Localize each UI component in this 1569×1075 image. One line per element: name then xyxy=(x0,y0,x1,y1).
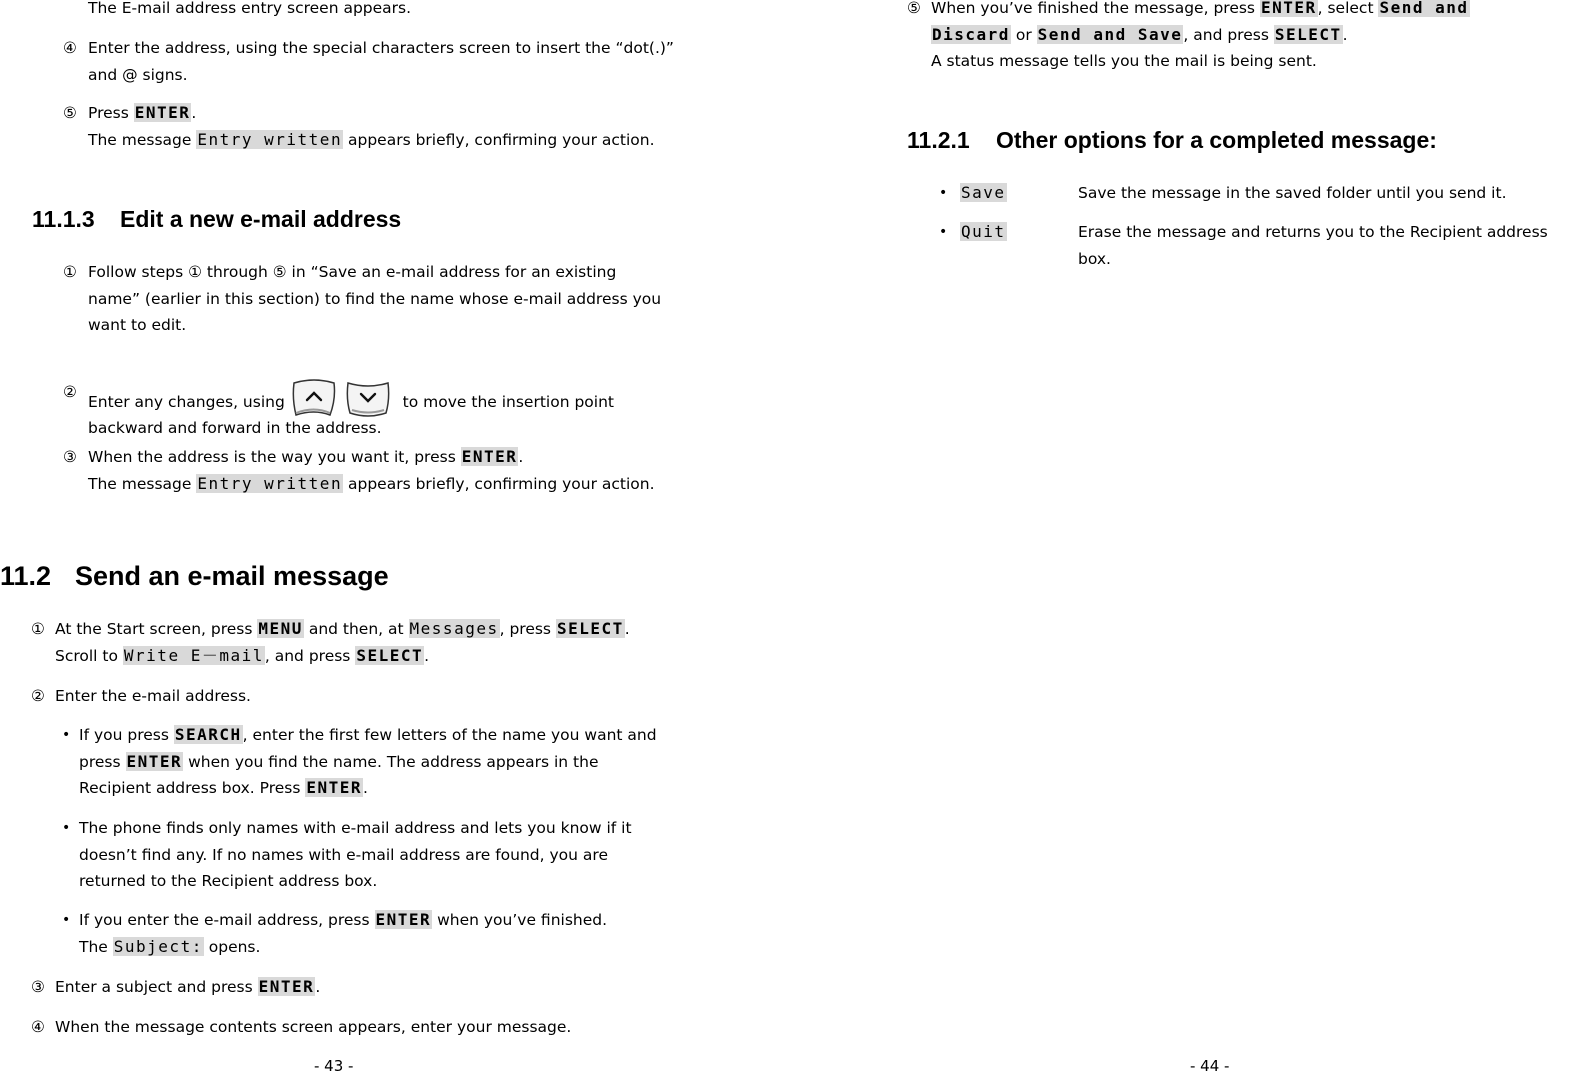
step-marker: ⑤ xyxy=(63,104,77,122)
key-label: SELECT xyxy=(356,645,424,665)
step-marker: ③ xyxy=(31,978,45,996)
page-number: - 43 - xyxy=(314,1057,354,1075)
send-step-4-text: When the message contents screen appears, enter your message. xyxy=(55,1018,572,1036)
bullet-phone-finds-text: The phone finds only names with e-mail address and lets you know if it doesn’t find any. If no names with e-mail address are found, you are returned to the Recipient address box. xyxy=(79,819,632,890)
option-label: Save xyxy=(961,183,1006,202)
screen-message: Entry written xyxy=(197,129,343,149)
step-5-text: Press ENTER. The message Entry written appears briefly, confirming your action. xyxy=(88,103,655,149)
key-label: ENTER xyxy=(134,103,191,122)
key-label: ENTER xyxy=(1260,0,1317,17)
menu-item-label: Messages xyxy=(409,619,499,638)
bullet-search-text: If you press SEARCH, enter the first few letters of the name you want and press ENTER when you find the name. The address appears in the Recipient address box. Press ENTER. xyxy=(79,725,657,797)
send-step-3-text: Enter a subject and press ENTER. xyxy=(55,977,321,996)
bullet: • xyxy=(62,820,71,836)
key-label: MENU xyxy=(258,619,303,638)
step-marker: ④ xyxy=(31,1018,45,1036)
step-4-text: Enter the address, using the special characters screen to insert the “dot(.)” and @ signs. xyxy=(88,39,674,84)
page-number: - 44 - xyxy=(1190,1057,1230,1075)
page-43 xyxy=(0,0,760,1074)
step-5-text: When you’ve finished the message, press ENTER, select Send and Discard or Send and Save, and press SELECT. A status message tells you the mail is being sent. xyxy=(931,0,1469,70)
heading-11-1-3: 11.1.3 Edit a new e-mail address xyxy=(32,206,402,232)
bullet: • xyxy=(62,727,71,743)
key-label: ENTER xyxy=(306,778,363,797)
bullet: • xyxy=(939,224,948,240)
step-marker: ② xyxy=(31,687,45,705)
option-label: Send and xyxy=(1379,0,1469,17)
step-marker: ④ xyxy=(63,39,77,57)
step-marker: ① xyxy=(63,263,77,281)
key-label: ENTER xyxy=(258,977,315,996)
send-step-1-text: At the Start screen, press MENU and then, at Messages, press SELECT. Scroll to Write E－mail, and press SELECT. xyxy=(55,619,630,665)
bullet: • xyxy=(62,912,71,928)
option-save-description: Save the message in the saved folder until you send it. xyxy=(1078,184,1507,202)
option-save-key xyxy=(960,180,1007,207)
edit-step-3-text: When the address is the way you want it, press ENTER. The message Entry written appears briefly, confirming your action. xyxy=(88,447,655,493)
screen-label: Subject: xyxy=(113,936,203,956)
edit-step-1-text: Follow steps ① through ⑤ in “Save an e-mail address for an existing name” (earlier in this section) to find the name whose e-mail address you want to edit. xyxy=(88,263,662,334)
option-quit-key xyxy=(960,219,1007,246)
menu-item-label: Write E－mail xyxy=(123,645,264,665)
step-marker: ③ xyxy=(63,448,77,466)
option-label: Send and Save xyxy=(1037,24,1183,44)
step-marker: ① xyxy=(31,620,45,638)
key-label: ENTER xyxy=(375,910,432,929)
send-step-2-text: Enter the e-mail address. xyxy=(55,687,251,705)
screen-message: Entry written xyxy=(197,473,343,493)
option-label: Quit xyxy=(961,222,1006,241)
intro-text: The E-mail address entry screen appears. xyxy=(88,0,412,17)
bullet: • xyxy=(939,185,948,201)
heading-11-2-1: 11.2.1 Other options for a completed message: xyxy=(907,127,1437,153)
key-label: SELECT xyxy=(1274,24,1342,44)
key-label: SELECT xyxy=(556,619,624,638)
key-label: SEARCH xyxy=(174,725,242,744)
key-label: ENTER xyxy=(126,751,183,771)
bullet-enter-address-text: If you enter the e-mail address, press ENTER when you’ve finished. The Subject: opens. xyxy=(79,910,608,956)
edit-step-2-text: Enter any changes, using to move the insertion point backward and forward in the address. xyxy=(88,379,614,441)
step-marker: ⑤ xyxy=(907,0,921,17)
option-label: Discard xyxy=(932,24,1010,44)
page-44 xyxy=(880,0,1569,1074)
key-label: ENTER xyxy=(461,447,518,466)
step-marker: ② xyxy=(63,383,77,401)
heading-11-2: 11.2 Send an e-mail message xyxy=(0,561,389,591)
option-quit-description: Erase the message and returns you to the Recipient address box. xyxy=(1078,223,1548,268)
